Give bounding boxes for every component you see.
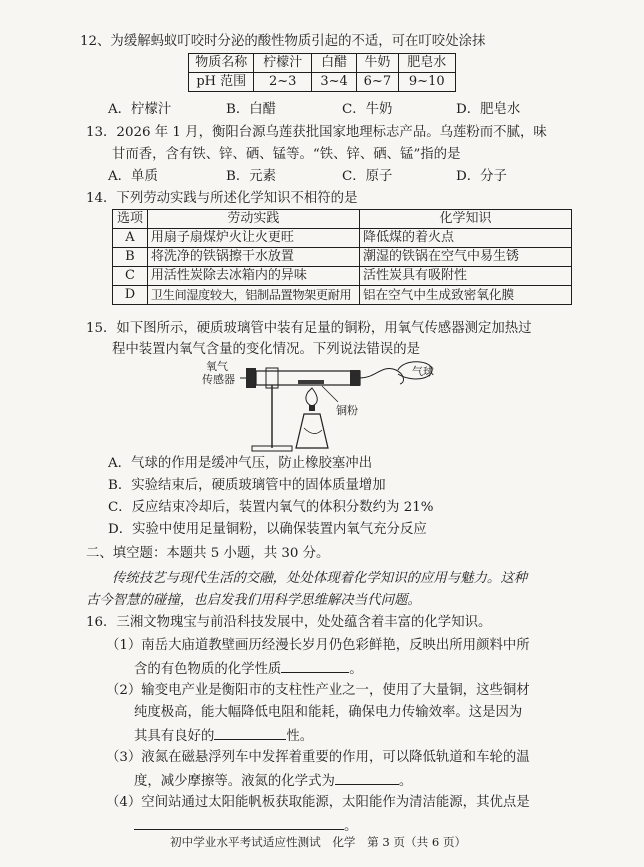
q12-option-d[interactable]: D．肥皂水 [456, 102, 521, 117]
ph-cell: 2~3 [254, 73, 311, 92]
alcohol-lamp-icon [296, 414, 328, 448]
labor-cell: 将洗净的铁锅擦干水放置 [147, 248, 359, 267]
labor-table-row [113, 248, 572, 267]
q13-option-b[interactable]: B．元素 [226, 169, 277, 184]
labor-table-row [113, 229, 572, 248]
q16-part3-answer-blank[interactable] [335, 771, 399, 785]
q12-stem: 12、为缓解蚂蚁叮咬时分泌的酸性物质引起的不适，可在叮咬处涂抹 [80, 34, 486, 49]
q16-part4-line2 [134, 816, 357, 836]
q16-part1-end: 。 [349, 662, 363, 677]
q16-part2-text: 其具有良好的 [134, 729, 215, 744]
q13-line1: 13．2026 年 1 月，衡阳台源乌莲获批国家地理标志产品。乌莲粉而不腻，味 [86, 125, 547, 140]
page-footer: 初中学业水平考试适应性测试 化学 第 3 页（共 6 页） [170, 835, 467, 849]
q16-part3-line2 [134, 771, 412, 791]
copper-label: 铜粉 [336, 404, 358, 417]
q13-option-c[interactable]: C．原子 [342, 169, 393, 184]
q16-part2-answer-blank[interactable] [214, 726, 286, 740]
labor-cell: 用活性炭除去冰箱内的异味 [147, 267, 359, 286]
labor-cell: C [113, 267, 148, 286]
q16-part1-line1: （1）南岳大庙道教壁画历经漫长岁月仍色彩鲜艳，反映出所用颜料中所 [106, 638, 530, 653]
sensor-label-1: 氧气 [206, 360, 228, 373]
labor-cell: 化学知识 [359, 210, 571, 229]
labor-cell: 活性炭具有吸附性 [359, 267, 571, 286]
copper-powder [298, 380, 324, 384]
ph-cell: 物质名称 [189, 54, 254, 73]
labor-cell: 劳动实践 [147, 210, 359, 229]
q16-part3-text: 度，减少摩擦等。液氮的化学式为 [134, 774, 335, 789]
labor-cell: 用扇子扇煤炉火让火更旺 [147, 229, 359, 248]
section2-intro-line1: 传统技艺与现代生活的交融，处处体现着化学知识的应用与魅力。这种 [112, 571, 528, 586]
oxygen-sensor-icon [246, 368, 256, 388]
q15-option-d[interactable]: D．实验中使用足量铜粉，以确保装置内氧气充分反应 [108, 522, 427, 537]
q16-part2-line1: （2）输变电产业是衡阳市的支柱性产业之一，使用了大量铜，这些铜材 [106, 683, 530, 698]
lamp-liquid [304, 428, 322, 434]
q15-line2: 程中装置内氧气含量的变化情况。下列说法错误的是 [112, 342, 420, 357]
q16-part4-end: 。 [344, 819, 358, 834]
lamp-wick [309, 405, 315, 411]
q16-part2-line2: 纯度极高，能大幅降低电阻和能耗，确保电力传输效率。这是因为 [134, 705, 523, 720]
flame-icon [306, 388, 317, 406]
ph-cell: pH 范围 [189, 73, 254, 92]
ph-cell: 柠檬汁 [254, 54, 311, 73]
section2-intro-line2: 古今智慧的碰撞，也启发我们用科学思维解决当代问题。 [86, 593, 421, 608]
labor-cell: 卫生间湿度较大，铝制品置物架更耐用 [147, 286, 359, 305]
ph-cell: 白醋 [311, 54, 356, 73]
q15-option-c[interactable]: C．反应结束冷却后，装置内氧气的体积分数约为 21% [108, 500, 434, 515]
ph-table [188, 53, 456, 92]
ph-cell: 肥皂水 [398, 54, 455, 73]
ph-cell: 牛奶 [357, 54, 398, 73]
q16-stem: 16．三湘文物瑰宝与前沿科技发展中，处处蕴含着丰富的化学知识。 [86, 615, 492, 630]
copper-pointer [322, 386, 338, 402]
ph-cell: 9~10 [398, 73, 455, 92]
q12-option-a[interactable]: A．柠檬汁 [108, 102, 172, 117]
q12-option-c[interactable]: C．牛奶 [342, 102, 393, 117]
q16-part2-end: 性。 [286, 729, 314, 744]
section2-title: 二、填空题：本题共 5 小题，共 30 分。 [86, 546, 330, 561]
q16-part2-line3 [134, 726, 313, 746]
connecting-tube [360, 369, 403, 384]
labor-cell: 降低煤的着火点 [359, 229, 571, 248]
q16-part1-line2 [134, 659, 363, 679]
ph-cell: 6~7 [357, 73, 398, 92]
q14-stem: 14．下列劳动实践与所述化学知识不相符的是 [86, 191, 358, 206]
labor-cell: 铝在空气中生成致密氧化膜 [359, 286, 571, 305]
q16-part3-line1: （3）液氮在磁悬浮列车中发挥着重要的作用，可以降低轨道和车轮的温 [106, 750, 530, 765]
sensor-label-2: 传感器 [202, 373, 235, 386]
copper-oxygen-apparatus-diagram [200, 358, 440, 454]
labor-table-row [113, 286, 572, 305]
q15-option-b[interactable]: B．实验结束后，硬质玻璃管中的固体质量增加 [108, 478, 386, 493]
labor-cell: 选项 [113, 210, 148, 229]
q12-option-b[interactable]: B．白醋 [226, 102, 277, 117]
labor-table-row [113, 267, 572, 286]
labor-table-header [113, 210, 572, 229]
ph-table-header-row [189, 54, 456, 73]
q16-part4-line1: （4）空间站通过太阳能帆板获取能源，太阳能作为清洁能源，其优点是 [106, 795, 530, 810]
q13-line2: 甘而香，含有铁、锌、硒、锰等。“铁、锌、硒、锰”指的是 [112, 147, 461, 162]
q16-part3-end: 。 [398, 774, 413, 789]
balloon-label: 气球 [412, 365, 434, 378]
q16-part1-text: 含的有色物质的化学性质 [134, 662, 282, 677]
labor-cell: A [113, 229, 148, 248]
labor-cell: B [113, 248, 148, 267]
labor-cell: D [113, 286, 148, 305]
labor-cell: 潮湿的铁锅在空气中易生锈 [359, 248, 571, 267]
q15-line1: 15．如下图所示，硬质玻璃管中装有足量的铜粉，用氧气传感器测定加热过 [86, 321, 532, 336]
q13-option-d[interactable]: D．分子 [456, 169, 507, 184]
q16-part4-answer-blank[interactable] [134, 816, 344, 830]
ph-cell: 3~4 [311, 73, 356, 92]
ph-table-value-row [189, 73, 456, 92]
q13-option-a[interactable]: A．单质 [108, 169, 158, 184]
labor-practice-table [112, 209, 572, 305]
rubber-stopper-icon [350, 370, 360, 386]
q16-part1-answer-blank[interactable] [281, 659, 349, 673]
q15-option-a[interactable]: A．气球的作用是缓冲气压，防止橡胶塞冲出 [108, 456, 373, 471]
